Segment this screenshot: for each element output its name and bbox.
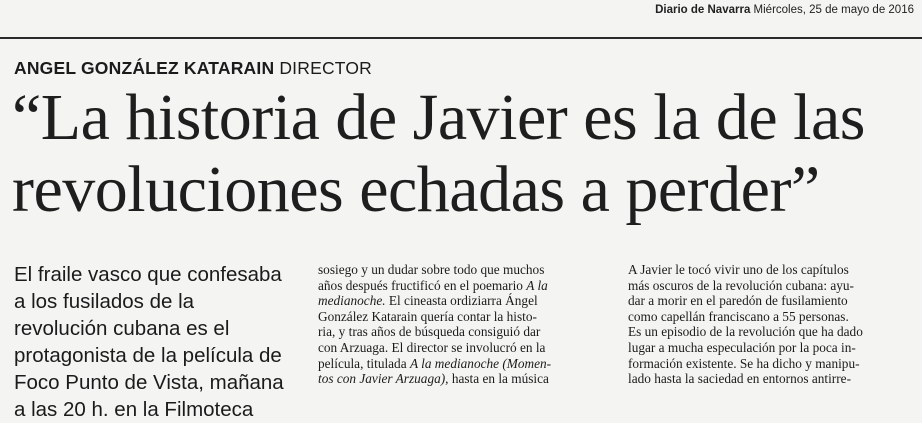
publication-date: Miércoles, 25 de mayo de 2016 xyxy=(750,4,914,16)
body-line xyxy=(318,278,606,294)
lead-line: a las 20 h. en la Filmoteca xyxy=(14,398,254,421)
lead-line: protagonista de la película de xyxy=(14,344,282,367)
lead-line: Foco Punto de Vista, mañana xyxy=(14,371,284,394)
body-line: A Javier le tocó vivir uno de los capítulos xyxy=(628,262,849,277)
body-line: más oscuros de la revolución cubana: ayu- xyxy=(628,277,854,293)
byline-role: DIRECTOR xyxy=(274,58,373,78)
body-line: sosiego y un dudar sobre todo que muchos xyxy=(318,262,545,277)
body-line: lado hasta la saciedad en entornos antirre- xyxy=(628,371,851,387)
headline-line: revoluciones echadas a perder” xyxy=(12,153,820,226)
headline xyxy=(12,82,917,226)
film-title-italic: A la medianoche (Momen- xyxy=(409,355,552,371)
lead-paragraph xyxy=(14,261,299,423)
byline xyxy=(14,58,372,79)
body-text: El cineasta ordiziarra Ángel xyxy=(385,293,538,309)
body-line: formación existente. Se ha dicho y manipu- xyxy=(628,355,860,371)
lead-line: revolución cubana es el xyxy=(14,317,230,340)
body-line: Es un episodio de la revolución que ha dado xyxy=(628,324,863,340)
body-text: película, titulada xyxy=(318,355,410,371)
body-column-3 xyxy=(628,262,918,387)
body-column-2 xyxy=(318,262,606,387)
headline-line: “La historia de Javier es la de las xyxy=(12,81,865,154)
body-line: ria, y tras años de búsqueda consiguió dar xyxy=(318,324,541,340)
film-title-italic: tos con Javier Arzuaga) xyxy=(318,371,446,387)
masthead xyxy=(655,0,914,22)
top-rule xyxy=(0,37,922,39)
body-line: como capellán franciscano a 55 personas. xyxy=(628,308,849,324)
body-line xyxy=(318,293,606,309)
body-line: lugar a mucha especulación por la poca in- xyxy=(628,339,856,355)
byline-name: ANGEL GONZÁLEZ KATARAIN xyxy=(14,58,275,78)
body-line: con Arzuaga. El director se involucró en la xyxy=(318,339,546,355)
lead-line: a los fusilados de la xyxy=(14,290,195,313)
lead-line: El fraile vasco que confesaba xyxy=(14,263,282,286)
body-line xyxy=(318,371,606,387)
newspaper-name: Diario de Navarra xyxy=(655,4,751,16)
body-line: González Katarain quería contar la histo- xyxy=(318,308,537,324)
body-text: , hasta en la música xyxy=(445,371,549,387)
poem-title-italic: medianoche. xyxy=(318,293,386,309)
poem-title-italic: A la xyxy=(526,277,548,293)
body-line: dar a morir en el paredón de fusilamiento xyxy=(628,293,848,309)
body-text: años después fructificó en el poemario xyxy=(318,277,527,293)
body-line xyxy=(318,356,606,372)
